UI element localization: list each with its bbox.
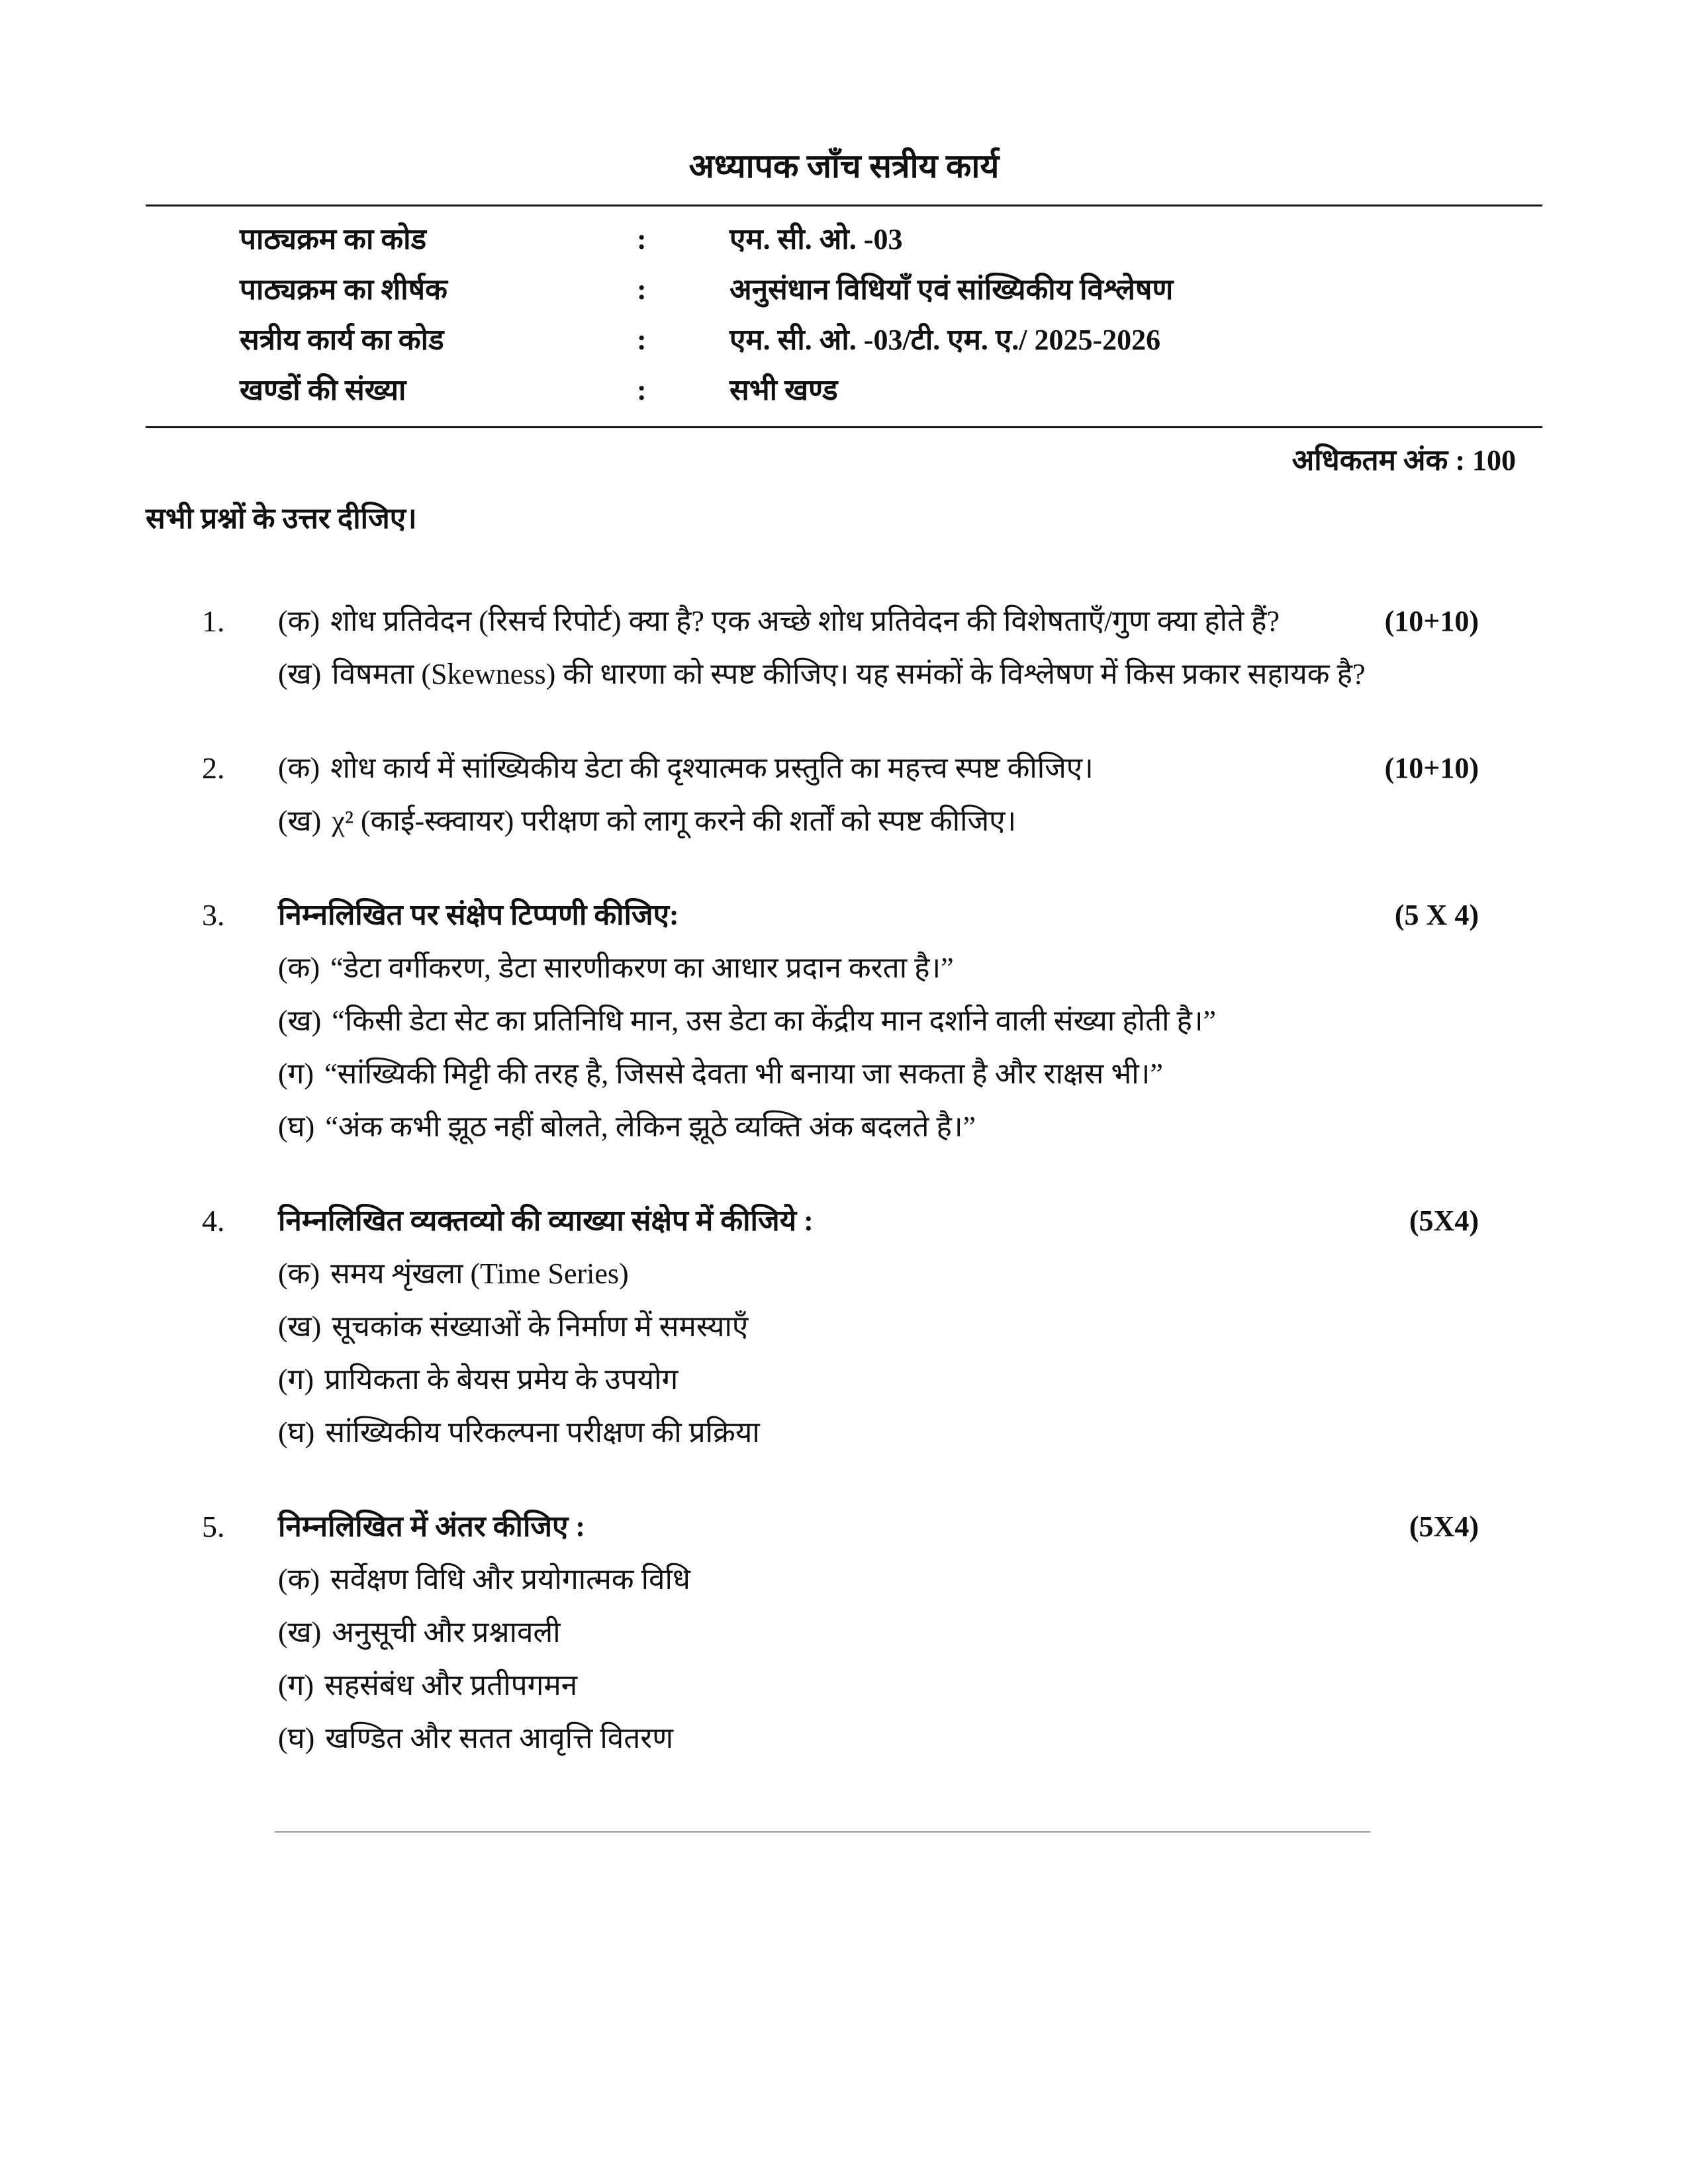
question-body xyxy=(278,1500,1377,1765)
header-label: खण्डों की संख्या xyxy=(240,374,406,406)
part-label: (क) xyxy=(278,605,320,637)
question-marks: (10+10) xyxy=(1384,605,1479,637)
question-part xyxy=(278,795,1377,848)
question-body xyxy=(278,742,1377,848)
question-heading: निम्नलिखित व्यक्तव्यो की व्याख्या संक्षेप में कीजिये : xyxy=(278,1205,814,1237)
question-part xyxy=(278,1353,1377,1406)
part-text: “अंक कभी झूठ नहीं बोलते, लेकिन झूठे व्यक्ति अंक बदलते है।” xyxy=(325,1111,976,1143)
max-marks: अधिकतम अंक : 100 xyxy=(1291,444,1516,477)
header-value: सभी खण्ड xyxy=(729,374,838,406)
question-body xyxy=(278,1195,1377,1459)
header-label: सत्रीय कार्य का कोड xyxy=(240,324,444,356)
part-label: (क) xyxy=(278,952,320,984)
part-label: (ख) xyxy=(278,658,322,690)
part-text: सर्वेक्षण विधि और प्रयोगात्मक विधि xyxy=(330,1563,690,1596)
part-label: (ख) xyxy=(278,1616,322,1649)
question-part xyxy=(278,942,1377,995)
header-label: पाठ्यक्रम का शीर्षक xyxy=(240,273,447,306)
header-row-assignment-code xyxy=(146,315,1542,365)
header-colon: : xyxy=(637,324,647,356)
question-part xyxy=(278,1659,1377,1712)
part-label: (क) xyxy=(278,752,320,784)
question-part xyxy=(278,1553,1377,1606)
question-number: 4. xyxy=(202,1204,225,1238)
part-text: प्रायिकता के बेयस प्रमेय के उपयोग xyxy=(324,1363,679,1396)
part-text: सांख्यिकीय परिकल्पना परीक्षण की प्रक्रिया xyxy=(325,1416,760,1449)
header-row-sections-count xyxy=(146,365,1542,416)
header-value: एम. सी. ओ. -03 xyxy=(729,223,903,255)
part-label: (ख) xyxy=(278,1310,322,1343)
part-label: (ख) xyxy=(278,805,322,837)
question-marks: (5X4) xyxy=(1409,1205,1479,1237)
part-label: (घ) xyxy=(278,1722,315,1754)
question-4 xyxy=(202,1195,1542,1459)
question-part xyxy=(278,1712,1377,1765)
question-5 xyxy=(202,1500,1542,1765)
question-number: 2. xyxy=(202,751,225,785)
header-colon: : xyxy=(637,273,647,306)
part-label: (ख) xyxy=(278,1005,322,1037)
question-part xyxy=(278,1300,1377,1353)
part-label: (ग) xyxy=(278,1058,314,1090)
part-text: शोध कार्य में सांख्यिकीय डेटा की दृश्यात्मक प्रस्तुति का महत्त्व स्पष्ट कीजिए। xyxy=(330,752,1094,784)
part-text: “डेटा वर्गीकरण, डेटा सारणीकरण का आधार प्रदान करता है।” xyxy=(330,952,954,984)
part-text: विषमता (Skewness) की धारणा को स्पष्ट कीजिए। यह समंकों के विश्लेषण में किस प्रकार सहायक है? xyxy=(332,658,1366,690)
question-part xyxy=(278,995,1377,1048)
question-number: 3. xyxy=(202,898,225,932)
question-heading: निम्नलिखित पर संक्षेप टिप्पणी कीजिए: xyxy=(278,899,679,931)
question-part xyxy=(278,648,1377,701)
header-value: अनुसंधान विधियाँ एवं सांख्यिकीय विश्लेषण xyxy=(729,273,1174,306)
question-1 xyxy=(202,595,1542,701)
question-marks: (5 X 4) xyxy=(1394,899,1479,931)
part-text: खण्डित और सतत आवृत्ति वितरण xyxy=(325,1722,674,1754)
header-colon: : xyxy=(637,374,647,406)
question-number: 5. xyxy=(202,1510,225,1543)
question-body xyxy=(278,595,1377,701)
question-marks: (5X4) xyxy=(1409,1510,1479,1543)
header-label: पाठ्यक्रम का कोड xyxy=(240,223,427,255)
part-label: (क) xyxy=(278,1257,320,1290)
part-label: (ग) xyxy=(278,1669,314,1702)
question-part xyxy=(278,1048,1377,1101)
part-text: समय शृंखला (Time Series) xyxy=(330,1257,629,1290)
question-part xyxy=(278,1101,1377,1154)
part-label: (ग) xyxy=(278,1363,314,1396)
part-text: अनुसूची और प्रश्नावली xyxy=(332,1616,561,1649)
part-label: (घ) xyxy=(278,1416,315,1449)
instruction: सभी प्रश्नों के उत्तर दीजिए। xyxy=(146,502,417,535)
question-part xyxy=(278,1406,1377,1459)
question-part xyxy=(278,1248,1377,1300)
question-marks: (10+10) xyxy=(1384,752,1479,784)
question-heading: निम्नलिखित में अंतर कीजिए : xyxy=(278,1510,585,1543)
header-row-course-title xyxy=(146,265,1542,315)
question-part xyxy=(278,742,1377,795)
question-2 xyxy=(202,742,1542,848)
question-part xyxy=(278,1606,1377,1659)
question-3 xyxy=(202,889,1542,1154)
header-colon: : xyxy=(637,223,647,255)
bottom-divider xyxy=(275,1831,1370,1833)
part-text: “किसी डेटा सेट का प्रतिनिधि मान, उस डेटा का केंद्रीय मान दर्शाने वाली संख्या होती है।” xyxy=(332,1005,1217,1037)
part-text: शोध प्रतिवेदन (रिसर्च रिपोर्ट) क्या है? एक अच्छे शोध प्रतिवेदन की विशेषताएँ/गुण क्या होते हैं? xyxy=(330,605,1280,637)
part-label: (क) xyxy=(278,1563,320,1596)
part-label: (घ) xyxy=(278,1111,315,1143)
header-row-course-code xyxy=(146,214,1542,265)
question-number: 1. xyxy=(202,604,225,638)
part-text: “सांख्यिकी मिट्टी की तरह है, जिससे देवता भी बनाया जा सकता है और राक्षस भी।” xyxy=(324,1058,1163,1090)
page-title: अध्यापक जाँच सत्रीय कार्य xyxy=(688,148,1000,185)
header-table xyxy=(146,205,1542,428)
question-body xyxy=(278,889,1377,1154)
header-value: एम. सी. ओ. -03/टी. एम. ए./ 2025-2026 xyxy=(729,324,1161,356)
question-part xyxy=(278,595,1377,648)
part-text: सूचकांक संख्याओं के निर्माण में समस्याएँ xyxy=(332,1310,749,1343)
part-text: χ² (काई-स्क्वायर) परीक्षण को लागू करने की शर्तों को स्पष्ट कीजिए। xyxy=(332,805,1017,837)
part-text: सहसंबंध और प्रतीपगमन xyxy=(324,1669,578,1702)
